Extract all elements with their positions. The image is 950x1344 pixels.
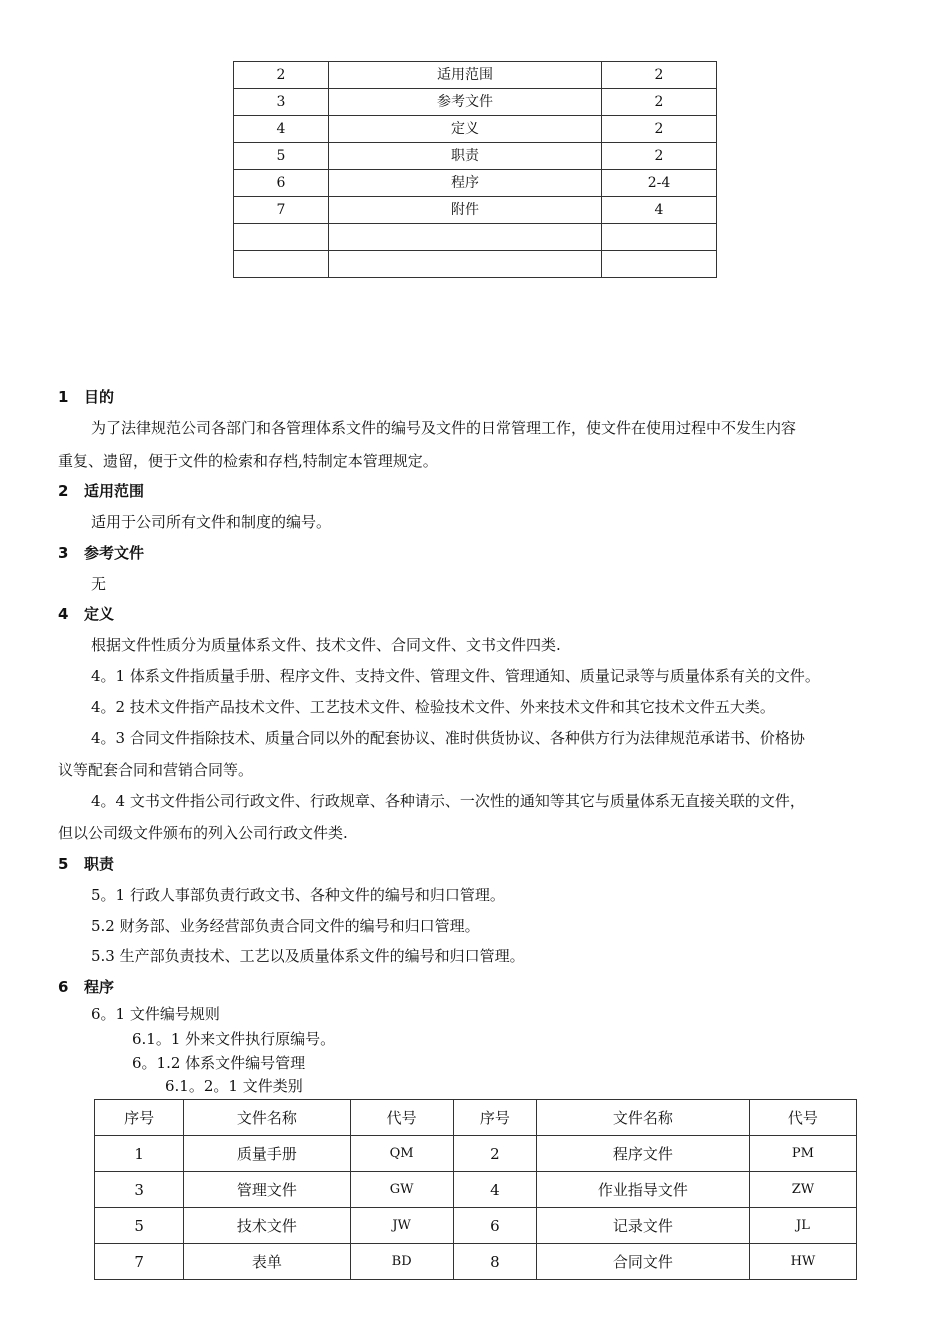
toc-section-number: 6 xyxy=(234,170,329,197)
cell-file-name: 管理文件 xyxy=(184,1172,350,1208)
cell-seq: 4 xyxy=(453,1172,536,1208)
paragraph: 4。3 合同文件指除技术、质量合同以外的配套协议、准时供货协议、各种供方行为法律规范承诺书、价格协 xyxy=(91,729,805,747)
toc-section-title xyxy=(329,224,602,251)
header-file-name: 文件名称 xyxy=(184,1100,350,1136)
section-number: 5 xyxy=(58,855,69,873)
toc-table xyxy=(233,61,717,278)
section-heading-5 xyxy=(58,854,114,874)
paragraph: 4。4 文书文件指公司行政文件、行政规章、各种请示、一次性的通知等其它与质量体系无直接关联的文件， xyxy=(91,792,805,810)
section-title: 适用范围 xyxy=(84,482,145,500)
cell-seq: 8 xyxy=(453,1244,536,1280)
section-title: 参考文件 xyxy=(84,544,145,562)
toc-section-number xyxy=(234,251,329,278)
file-category-table xyxy=(94,1099,857,1280)
section-title: 定义 xyxy=(84,605,115,623)
toc-section-number: 5 xyxy=(234,143,329,170)
paragraph: 6.1。1 外来文件执行原编号。 xyxy=(132,1030,336,1048)
cell-code: PM xyxy=(749,1136,856,1172)
table-row xyxy=(234,224,717,251)
table-header-row xyxy=(95,1100,857,1136)
table-row xyxy=(95,1208,857,1244)
toc-section-number: 7 xyxy=(234,197,329,224)
toc-section-title xyxy=(329,251,602,278)
cell-seq: 2 xyxy=(453,1136,536,1172)
paragraph: 无 xyxy=(91,575,107,593)
table-row xyxy=(234,197,717,224)
section-number: 3 xyxy=(58,544,69,562)
section-number: 1 xyxy=(58,388,69,406)
cell-file-name: 程序文件 xyxy=(536,1136,749,1172)
table-row xyxy=(95,1136,857,1172)
section-title: 目的 xyxy=(84,388,115,406)
header-seq: 序号 xyxy=(95,1100,184,1136)
toc-page-number: 2-4 xyxy=(602,170,717,197)
section-heading-3 xyxy=(58,543,144,563)
section-title: 职责 xyxy=(84,855,115,873)
cell-seq: 1 xyxy=(95,1136,184,1172)
section-heading-6 xyxy=(58,977,114,997)
cell-code: JW xyxy=(350,1208,453,1244)
toc-page-number xyxy=(602,224,717,251)
subsection-heading: 6.1。2。1 文件类别 xyxy=(165,1077,303,1095)
toc-section-title: 定义 xyxy=(329,116,602,143)
cell-code: QM xyxy=(350,1136,453,1172)
table-row xyxy=(234,251,717,278)
table-row xyxy=(95,1172,857,1208)
cell-code: BD xyxy=(350,1244,453,1280)
cell-file-name: 记录文件 xyxy=(536,1208,749,1244)
cell-file-name: 作业指导文件 xyxy=(536,1172,749,1208)
paragraph: 4。2 技术文件指产品技术文件、工艺技术文件、检验技术文件、外来技术文件和其它技术文件五大类。 xyxy=(91,698,775,716)
cell-code: HW xyxy=(749,1244,856,1280)
paragraph: 5。1 行政人事部负责行政文书、各种文件的编号和归口管理。 xyxy=(91,886,505,904)
toc-section-number xyxy=(234,224,329,251)
cell-file-name: 表单 xyxy=(184,1244,350,1280)
cell-seq: 7 xyxy=(95,1244,184,1280)
cell-file-name: 质量手册 xyxy=(184,1136,350,1172)
section-number: 4 xyxy=(58,605,69,623)
cell-code: GW xyxy=(350,1172,453,1208)
section-heading-1 xyxy=(58,387,114,407)
cell-code: ZW xyxy=(749,1172,856,1208)
cell-seq: 6 xyxy=(453,1208,536,1244)
cell-seq: 3 xyxy=(95,1172,184,1208)
section-number: 2 xyxy=(58,482,69,500)
toc-page-number: 2 xyxy=(602,116,717,143)
cell-seq: 5 xyxy=(95,1208,184,1244)
toc-section-title: 参考文件 xyxy=(329,89,602,116)
subsection-heading: 6。1.2 体系文件编号管理 xyxy=(132,1054,306,1072)
paragraph: 议等配套合同和营销合同等。 xyxy=(58,761,254,779)
toc-section-title: 职责 xyxy=(329,143,602,170)
paragraph: 但以公司级文件颁布的列入公司行政文件类. xyxy=(58,824,348,842)
paragraph: 适用于公司所有文件和制度的编号。 xyxy=(91,513,332,531)
table-row xyxy=(234,89,717,116)
toc-page-number: 2 xyxy=(602,143,717,170)
table-row xyxy=(95,1244,857,1280)
toc-section-number: 4 xyxy=(234,116,329,143)
toc-section-title: 适用范围 xyxy=(329,62,602,89)
toc-section-number: 3 xyxy=(234,89,329,116)
toc-page-number: 4 xyxy=(602,197,717,224)
section-heading-2 xyxy=(58,481,144,501)
cell-file-name: 技术文件 xyxy=(184,1208,350,1244)
toc-page-number: 2 xyxy=(602,89,717,116)
paragraph: 5.3 生产部负责技术、工艺以及质量体系文件的编号和归口管理。 xyxy=(91,947,525,965)
header-file-name: 文件名称 xyxy=(536,1100,749,1136)
paragraph: 为了法律规范公司各部门和各管理体系文件的编号及文件的日常管理工作，使文件在使用过程中不发生内容 xyxy=(91,419,797,437)
cell-file-name: 合同文件 xyxy=(536,1244,749,1280)
paragraph: 重复、遗留，便于文件的检索和存档,特制定本管理规定。 xyxy=(58,452,438,470)
toc-section-title: 附件 xyxy=(329,197,602,224)
header-code: 代号 xyxy=(749,1100,856,1136)
paragraph: 根据文件性质分为质量体系文件、技术文件、合同文件、文书文件四类. xyxy=(91,636,561,654)
section-heading-4 xyxy=(58,604,114,624)
table-row xyxy=(234,116,717,143)
subsection-heading: 6。1 文件编号规则 xyxy=(91,1005,220,1023)
table-row xyxy=(234,170,717,197)
toc-page-number xyxy=(602,251,717,278)
header-code: 代号 xyxy=(350,1100,453,1136)
header-seq: 序号 xyxy=(453,1100,536,1136)
section-title: 程序 xyxy=(84,978,115,996)
table-row xyxy=(234,143,717,170)
toc-page-number: 2 xyxy=(602,62,717,89)
paragraph: 5.2 财务部、业务经营部负责合同文件的编号和归口管理。 xyxy=(91,917,480,935)
table-row xyxy=(234,62,717,89)
toc-section-number: 2 xyxy=(234,62,329,89)
paragraph: 4。1 体系文件指质量手册、程序文件、支持文件、管理文件、管理通知、质量记录等与质量体系有关的文件。 xyxy=(91,667,820,685)
toc-section-title: 程序 xyxy=(329,170,602,197)
cell-code: JL xyxy=(749,1208,856,1244)
section-number: 6 xyxy=(58,978,69,996)
